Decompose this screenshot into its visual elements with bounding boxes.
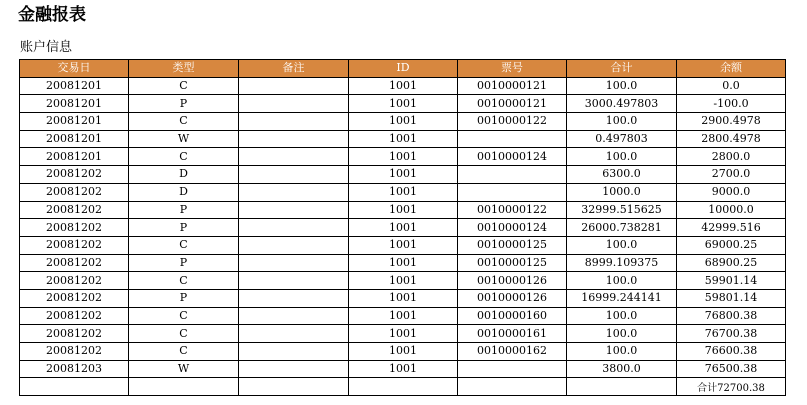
- ticket-no-cell: 0010000162: [458, 343, 567, 361]
- type-cell: D: [129, 166, 239, 184]
- id-cell: 1001: [349, 236, 458, 254]
- id-cell: 1001: [349, 95, 458, 113]
- balance-cell: -100.0: [677, 95, 786, 113]
- id-cell: 1001: [349, 130, 458, 148]
- table-row: [20, 219, 786, 237]
- id-cell: 1001: [349, 77, 458, 95]
- ticket-no-cell: 0010000126: [458, 289, 567, 307]
- total-cell: 100.0: [567, 236, 677, 254]
- trade-date-cell: 20081201: [20, 95, 129, 113]
- total-cell: 100.0: [567, 272, 677, 290]
- balance-cell: 2800.0: [677, 148, 786, 166]
- type-cell: C: [129, 77, 239, 95]
- trade-date-cell: 20081201: [20, 77, 129, 95]
- remark-cell: [239, 130, 349, 148]
- total-cell: 3000.497803: [567, 95, 677, 113]
- trade-date-cell: 20081202: [20, 236, 129, 254]
- type-cell: C: [129, 113, 239, 131]
- ticket-no-cell: 0010000121: [458, 77, 567, 95]
- remark-cell: [239, 113, 349, 131]
- total-cell: 100.0: [567, 148, 677, 166]
- type-cell: P: [129, 254, 239, 272]
- type-cell: W: [129, 360, 239, 378]
- balance-cell: 10000.0: [677, 201, 786, 219]
- ticket-no-cell: 0010000122: [458, 201, 567, 219]
- table-row: [20, 289, 786, 307]
- column-header-total: 合计: [567, 60, 677, 78]
- remark-cell: [239, 166, 349, 184]
- balance-cell: 69000.25: [677, 236, 786, 254]
- type-cell: C: [129, 148, 239, 166]
- summary-row: [20, 378, 786, 396]
- id-cell: 1001: [349, 219, 458, 237]
- remark-cell: [239, 343, 349, 361]
- total-cell: 8999.109375: [567, 254, 677, 272]
- section-title-account-info: 账户信息: [20, 40, 73, 55]
- remark-cell: [239, 183, 349, 201]
- trade-date-cell: 20081201: [20, 113, 129, 131]
- remark-cell: [239, 95, 349, 113]
- summary-empty-cell: [129, 378, 239, 396]
- trade-date-cell: 20081201: [20, 148, 129, 166]
- total-cell: 100.0: [567, 77, 677, 95]
- ticket-no-cell: [458, 130, 567, 148]
- ticket-no-cell: 0010000125: [458, 254, 567, 272]
- summary-empty-cell: [349, 378, 458, 396]
- id-cell: 1001: [349, 166, 458, 184]
- id-cell: 1001: [349, 325, 458, 343]
- account-info-table: [19, 59, 786, 396]
- trade-date-cell: 20081202: [20, 254, 129, 272]
- total-cell: 100.0: [567, 113, 677, 131]
- ticket-no-cell: [458, 166, 567, 184]
- type-cell: C: [129, 272, 239, 290]
- balance-cell: 76700.38: [677, 325, 786, 343]
- table-row: [20, 77, 786, 95]
- table-row: [20, 148, 786, 166]
- id-cell: 1001: [349, 201, 458, 219]
- ticket-no-cell: [458, 183, 567, 201]
- trade-date-cell: 20081202: [20, 272, 129, 290]
- total-cell: 0.497803: [567, 130, 677, 148]
- id-cell: 1001: [349, 307, 458, 325]
- table-row: [20, 166, 786, 184]
- trade-date-cell: 20081202: [20, 325, 129, 343]
- ticket-no-cell: 0010000124: [458, 219, 567, 237]
- trade-date-cell: 20081202: [20, 166, 129, 184]
- type-cell: W: [129, 130, 239, 148]
- table-header-row: [20, 60, 786, 78]
- trade-date-cell: 20081202: [20, 343, 129, 361]
- total-cell: 26000.738281: [567, 219, 677, 237]
- balance-cell: 76800.38: [677, 307, 786, 325]
- type-cell: D: [129, 183, 239, 201]
- table-body: [20, 77, 786, 395]
- remark-cell: [239, 201, 349, 219]
- type-cell: C: [129, 343, 239, 361]
- table-row: [20, 360, 786, 378]
- total-cell: 100.0: [567, 307, 677, 325]
- balance-cell: 76500.38: [677, 360, 786, 378]
- table-row: [20, 307, 786, 325]
- column-header-remark: 备注: [239, 60, 349, 78]
- type-cell: C: [129, 307, 239, 325]
- grand-total-cell: 合计72700.38: [677, 378, 786, 396]
- table-row: [20, 325, 786, 343]
- table-row: [20, 130, 786, 148]
- table-row: [20, 201, 786, 219]
- trade-date-cell: 20081203: [20, 360, 129, 378]
- type-cell: C: [129, 236, 239, 254]
- remark-cell: [239, 148, 349, 166]
- remark-cell: [239, 77, 349, 95]
- column-header-ticket-no: 票号: [458, 60, 567, 78]
- id-cell: 1001: [349, 272, 458, 290]
- id-cell: 1001: [349, 343, 458, 361]
- type-cell: P: [129, 201, 239, 219]
- summary-empty-cell: [567, 378, 677, 396]
- type-cell: P: [129, 289, 239, 307]
- balance-cell: 0.0: [677, 77, 786, 95]
- total-cell: 1000.0: [567, 183, 677, 201]
- column-header-trade-date: 交易日: [20, 60, 129, 78]
- type-cell: P: [129, 219, 239, 237]
- remark-cell: [239, 307, 349, 325]
- column-header-balance: 余额: [677, 60, 786, 78]
- table-row: [20, 113, 786, 131]
- trade-date-cell: 20081202: [20, 219, 129, 237]
- balance-cell: 2800.4978: [677, 130, 786, 148]
- total-cell: 16999.244141: [567, 289, 677, 307]
- id-cell: 1001: [349, 113, 458, 131]
- balance-cell: 2900.4978: [677, 113, 786, 131]
- balance-cell: 2700.0: [677, 166, 786, 184]
- balance-cell: 59901.14: [677, 272, 786, 290]
- balance-cell: 59801.14: [677, 289, 786, 307]
- remark-cell: [239, 325, 349, 343]
- id-cell: 1001: [349, 183, 458, 201]
- table-row: [20, 183, 786, 201]
- remark-cell: [239, 254, 349, 272]
- total-cell: 3800.0: [567, 360, 677, 378]
- summary-empty-cell: [458, 378, 567, 396]
- ticket-no-cell: 0010000126: [458, 272, 567, 290]
- trade-date-cell: 20081202: [20, 201, 129, 219]
- total-cell: 100.0: [567, 325, 677, 343]
- ticket-no-cell: 0010000125: [458, 236, 567, 254]
- ticket-no-cell: [458, 360, 567, 378]
- ticket-no-cell: 0010000121: [458, 95, 567, 113]
- summary-empty-cell: [239, 378, 349, 396]
- type-cell: C: [129, 325, 239, 343]
- ticket-no-cell: 0010000124: [458, 148, 567, 166]
- report-title: 金融报表: [18, 5, 86, 25]
- remark-cell: [239, 272, 349, 290]
- table-row: [20, 272, 786, 290]
- remark-cell: [239, 289, 349, 307]
- id-cell: 1001: [349, 289, 458, 307]
- summary-empty-cell: [20, 378, 129, 396]
- column-header-type: 类型: [129, 60, 239, 78]
- total-cell: 100.0: [567, 343, 677, 361]
- total-cell: 32999.515625: [567, 201, 677, 219]
- column-header-id: ID: [349, 60, 458, 78]
- balance-cell: 68900.25: [677, 254, 786, 272]
- id-cell: 1001: [349, 148, 458, 166]
- remark-cell: [239, 219, 349, 237]
- table-row: [20, 236, 786, 254]
- balance-cell: 42999.516: [677, 219, 786, 237]
- total-cell: 6300.0: [567, 166, 677, 184]
- trade-date-cell: 20081202: [20, 183, 129, 201]
- table-row: [20, 95, 786, 113]
- table-row: [20, 343, 786, 361]
- ticket-no-cell: 0010000160: [458, 307, 567, 325]
- table-row: [20, 254, 786, 272]
- remark-cell: [239, 236, 349, 254]
- ticket-no-cell: 0010000161: [458, 325, 567, 343]
- balance-cell: 9000.0: [677, 183, 786, 201]
- trade-date-cell: 20081201: [20, 130, 129, 148]
- type-cell: P: [129, 95, 239, 113]
- id-cell: 1001: [349, 254, 458, 272]
- balance-cell: 76600.38: [677, 343, 786, 361]
- id-cell: 1001: [349, 360, 458, 378]
- ticket-no-cell: 0010000122: [458, 113, 567, 131]
- trade-date-cell: 20081202: [20, 307, 129, 325]
- trade-date-cell: 20081202: [20, 289, 129, 307]
- remark-cell: [239, 360, 349, 378]
